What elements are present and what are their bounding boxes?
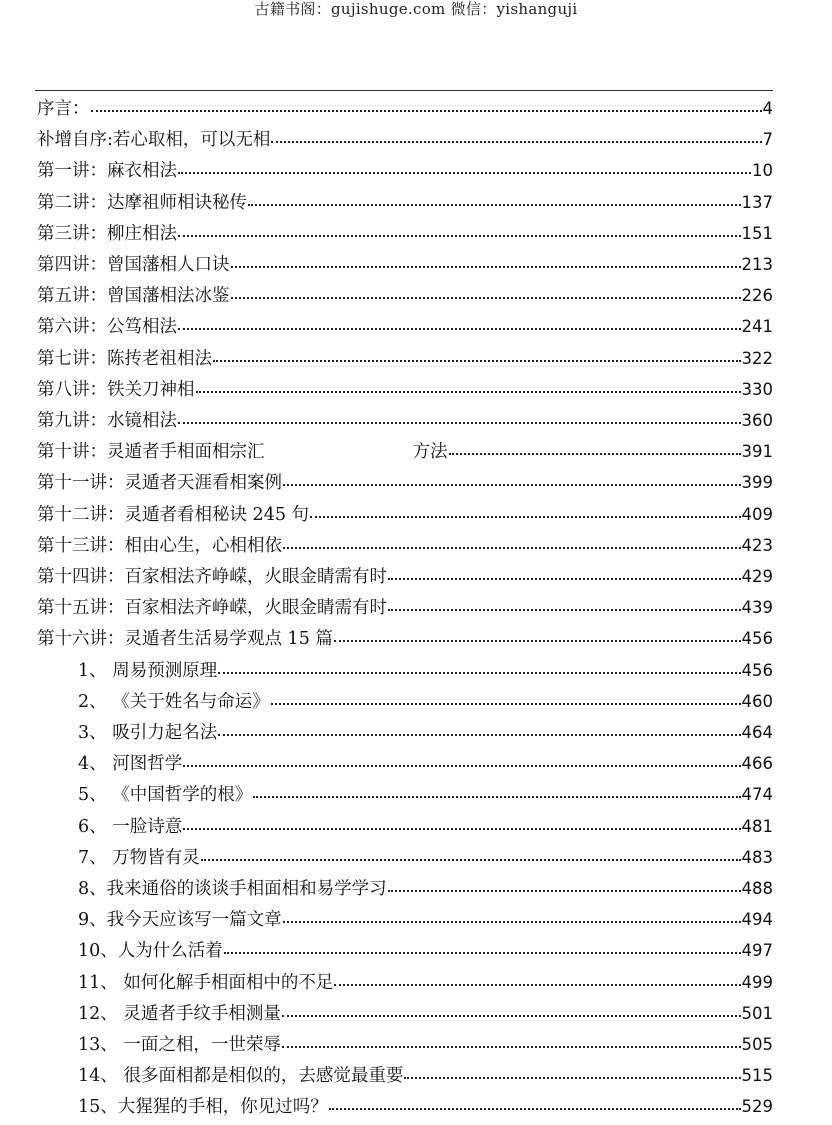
toc-page-number: 322 — [741, 348, 773, 368]
toc-entry-title: 14、 很多面相都是相似的，去感觉最重要 — [78, 1066, 404, 1087]
watermark-header: 古籍书阁：gujishuge.com 微信：yishanguji — [254, 0, 578, 18]
toc-page-number: 137 — [741, 192, 773, 212]
toc-entry[interactable] — [37, 128, 773, 152]
toc-entry[interactable] — [37, 315, 773, 339]
dot-leader — [388, 608, 741, 611]
toc-subentry[interactable] — [78, 721, 773, 745]
toc-page-number: 330 — [741, 379, 773, 399]
toc-subentry[interactable] — [78, 877, 773, 901]
toc-entry-title: 第十五讲：百家相法齐峥嵘，火眼金睛需有时 — [37, 598, 387, 619]
toc-page-number: 399 — [741, 473, 773, 493]
toc-entry-title: 10、人为什么活着 — [78, 941, 223, 962]
toc-entry[interactable] — [37, 284, 773, 308]
toc-page-number: 464 — [741, 723, 773, 742]
toc-entry-title: 9、我今天应该写一篇文章 — [78, 910, 282, 931]
toc-page-number: 409 — [741, 504, 773, 524]
dot-leader — [388, 889, 741, 892]
toc-page-number: 423 — [741, 535, 773, 555]
toc-entry-title: 第一讲：麻衣相法 — [37, 161, 177, 182]
toc-page-number: 10 — [752, 161, 773, 181]
toc-entry-title: 第十三讲：相由心生，心相相依 — [37, 535, 282, 556]
dot-leader — [388, 577, 741, 580]
toc-page-number: 213 — [741, 255, 773, 274]
dot-leader — [310, 515, 740, 518]
toc-entry-title: 15、大猩猩的手相，你见过吗？ — [78, 1097, 328, 1118]
toc-entry[interactable] — [37, 596, 773, 620]
toc-subentry[interactable] — [78, 1095, 773, 1119]
toc-entry-title: 第十六讲：灵遁者生活易学观点 15 篇 — [37, 629, 333, 650]
dot-leader — [231, 296, 741, 299]
toc-entry-title: 序言： — [37, 99, 90, 119]
toc-entry[interactable] — [37, 503, 773, 527]
toc-subentry[interactable] — [78, 815, 773, 839]
toc-page-number: 488 — [741, 879, 773, 898]
toc-entry-title: 第十一讲：灵遁者天涯看相案例 — [37, 473, 282, 494]
toc-page-number: 497 — [741, 941, 773, 961]
toc-subentry[interactable] — [78, 1002, 773, 1026]
toc-entry[interactable] — [37, 409, 773, 433]
toc-page-number: 460 — [741, 691, 773, 711]
dot-leader — [334, 983, 740, 986]
dot-leader — [282, 1045, 741, 1048]
toc-entry-title: 第七讲：陈抟老祖相法 — [37, 348, 212, 369]
dot-leader — [183, 827, 740, 830]
toc-entry[interactable] — [37, 440, 773, 464]
dot-leader — [282, 1014, 741, 1017]
toc-page-number: 499 — [741, 972, 773, 992]
dot-leader — [213, 359, 741, 362]
toc-entry-title: 第五讲：曾国藩相法冰鉴 — [37, 286, 230, 307]
toc-page-number: 466 — [741, 754, 773, 774]
toc-entry[interactable] — [37, 253, 773, 277]
dot-leader — [178, 171, 751, 174]
toc-entry-title: 第二讲：达摩祖师相诀秘传 — [37, 192, 247, 213]
dot-leader — [91, 109, 762, 112]
dot-leader — [231, 265, 741, 268]
toc-subentry[interactable] — [78, 971, 773, 995]
toc-page-number: 226 — [741, 286, 773, 306]
toc-page-number: 494 — [741, 910, 773, 930]
toc-page-number: 241 — [741, 317, 773, 337]
toc-page-number: 483 — [741, 847, 773, 867]
dot-leader — [334, 639, 741, 642]
toc-entry[interactable] — [37, 347, 773, 371]
dot-leader — [218, 733, 740, 736]
dot-leader — [271, 140, 761, 143]
dot-leader — [196, 390, 741, 393]
toc-subentry[interactable] — [78, 783, 773, 807]
toc-entry[interactable] — [37, 191, 773, 215]
toc-entry-title: 1、 周易预测原理 — [78, 660, 218, 681]
dot-leader — [178, 234, 741, 237]
toc-entry[interactable] — [37, 222, 773, 246]
toc-page-number: 4 — [762, 99, 773, 118]
dot-leader — [218, 671, 740, 674]
toc-entry[interactable] — [37, 534, 773, 558]
toc-page-number: 429 — [741, 567, 773, 586]
dot-leader — [178, 421, 741, 424]
toc-subentry[interactable] — [78, 659, 773, 683]
toc-entry[interactable] — [37, 471, 773, 495]
toc-subentry[interactable] — [78, 752, 773, 776]
dot-leader — [201, 858, 741, 861]
dot-leader — [404, 1076, 740, 1079]
toc-page-number: 360 — [741, 411, 773, 430]
dot-leader — [449, 452, 741, 455]
toc-entry-title: 13、 一面之相，一世荣辱 — [78, 1035, 281, 1055]
toc-page-number: 474 — [741, 785, 773, 805]
dot-leader — [224, 951, 741, 954]
toc-subentry[interactable] — [78, 1033, 773, 1057]
dot-leader — [178, 327, 741, 330]
toc-entry-title: 第三讲：柳庄相法 — [37, 223, 177, 244]
toc-entry-title: 第六讲：公笃相法 — [37, 317, 177, 338]
toc-entry-title: 11、 如何化解手相面相中的不足 — [78, 972, 334, 993]
toc-entry-title: 8、我来通俗的谈谈手相面相和易学学习 — [78, 879, 387, 899]
toc-page-number: 391 — [741, 442, 773, 462]
toc-page-number: 515 — [741, 1066, 773, 1086]
toc-entry-title: 补增自序:若心取相，可以无相 — [37, 130, 271, 151]
toc-page-number: 481 — [741, 816, 773, 836]
toc-entry-title: 第九讲：水镜相法 — [37, 411, 177, 431]
dot-leader — [283, 483, 741, 486]
toc-subentry[interactable] — [78, 939, 773, 963]
toc-page-number: 456 — [741, 660, 773, 680]
toc-subentry[interactable] — [78, 690, 773, 714]
toc-entry[interactable] — [37, 97, 773, 121]
toc-entry-title: 4、 河图哲学 — [78, 754, 183, 775]
toc-entry-title: 第四讲：曾国藩相人口诀 — [37, 255, 230, 275]
toc-page-number: 529 — [741, 1097, 773, 1117]
toc-entry[interactable] — [37, 565, 773, 589]
toc-page-number: 151 — [741, 223, 773, 243]
toc-entry-title: 第十讲：灵遁者手相面相宗汇 — [37, 442, 265, 463]
dot-leader — [283, 546, 741, 549]
toc-page-number: 501 — [741, 1003, 773, 1023]
dot-leader — [271, 702, 741, 705]
dot-leader — [183, 764, 740, 767]
toc-entry[interactable] — [37, 627, 773, 651]
toc-page-number: 505 — [741, 1035, 773, 1054]
dot-leader — [253, 795, 740, 798]
toc-entry-title: 12、 灵遁者手纹手相测量 — [78, 1003, 281, 1024]
toc-entry[interactable] — [37, 159, 773, 183]
dot-leader — [329, 1107, 741, 1110]
dot-leader — [283, 920, 741, 923]
toc-entry-title: 2、 《关于姓名与命运》 — [78, 691, 270, 712]
toc-entry[interactable] — [37, 378, 773, 402]
toc-subentry[interactable] — [78, 1064, 773, 1088]
toc-entry-title: 第八讲：铁关刀神相 — [37, 379, 195, 400]
toc-subentry[interactable] — [78, 908, 773, 932]
toc-entry-title: 第十四讲：百家相法齐峥嵘，火眼金睛需有时 — [37, 567, 387, 587]
toc-entry-title: 第十二讲：灵遁者看相秘诀 245 句 — [37, 504, 310, 525]
toc-entry-title: 3、 吸引力起名法 — [78, 723, 218, 743]
toc-page-number: 439 — [741, 598, 773, 618]
dot-leader — [248, 203, 741, 206]
toc-entry-title: 5、 《中国哲学的根》 — [78, 785, 253, 806]
toc-entry-title: 6、 一脸诗意 — [78, 816, 183, 837]
toc-page-number: 7 — [762, 130, 773, 150]
toc-subentry[interactable] — [78, 846, 773, 870]
toc-entry-title: 7、 万物皆有灵 — [78, 847, 200, 868]
toc-page-number: 456 — [741, 629, 773, 649]
toc-entry-title-tail: 方法 — [412, 442, 448, 463]
header-divider — [35, 90, 773, 91]
